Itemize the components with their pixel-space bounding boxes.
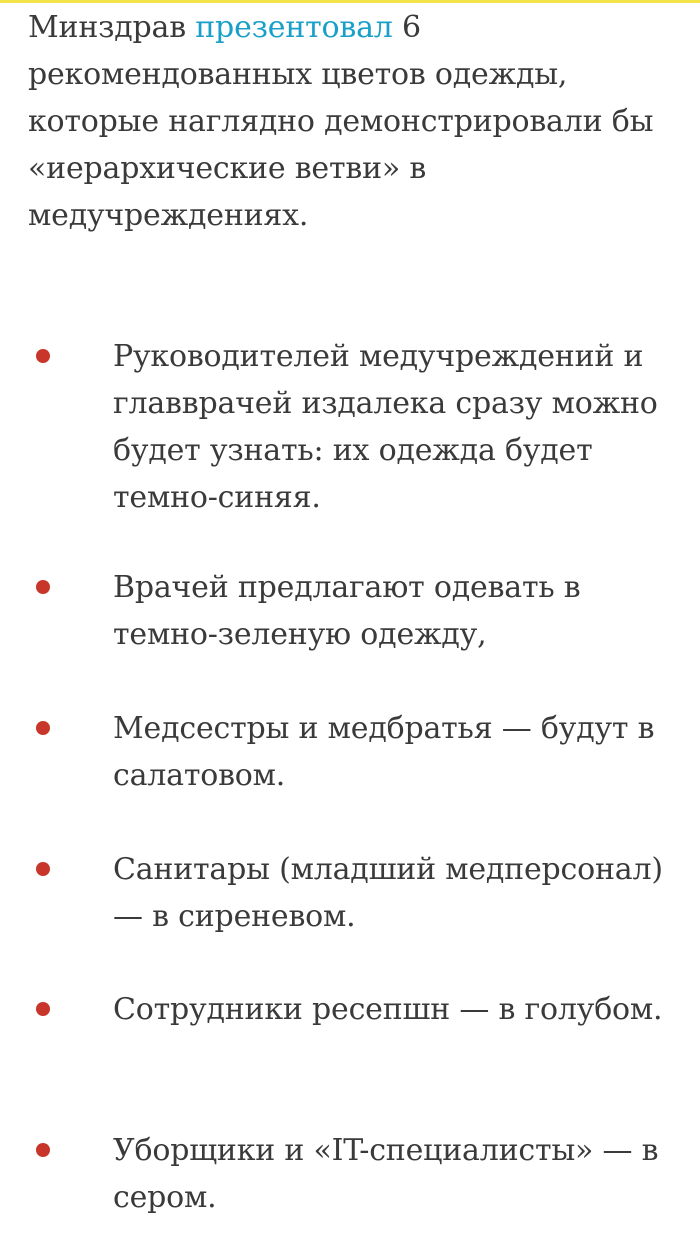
bullet-dot-icon	[36, 1143, 50, 1157]
list-item-text: Сотрудники ресепшн — в голубом.	[113, 992, 663, 1027]
article-body	[28, 4, 678, 239]
intro-text-end: 6 рекомендованных цветов одежды, которые наглядно демонстрировали бы «иерархические ветви» в медучреждениях.	[28, 10, 654, 233]
bullet-dot-icon	[36, 721, 50, 735]
presented-link[interactable]: презентовал	[195, 10, 393, 45]
bullet-dot-icon	[36, 1002, 50, 1016]
list-item-text: Врачей предлагают одевать в темно-зеленую одежду,	[113, 570, 581, 652]
list-item-text: Руководителей медучреждений и главврачей издалека сразу можно будет узнать: их одежда будет темно-синяя.	[113, 339, 658, 515]
bullet-dot-icon	[36, 349, 50, 363]
list-item-text: Санитары (младший медперсонал) — в сиреневом.	[113, 852, 663, 934]
list-item-text: Уборщики и «IT-специалисты» — в сером.	[113, 1133, 659, 1215]
top-accent-bar	[0, 0, 700, 3]
intro-paragraph	[28, 4, 678, 239]
intro-text-start: Минздрав	[28, 10, 196, 45]
bullet-dot-icon	[36, 580, 50, 594]
bullet-dot-icon	[36, 862, 50, 876]
list-item-text: Медсестры и медбратья — будут в салатовом.	[113, 711, 655, 793]
